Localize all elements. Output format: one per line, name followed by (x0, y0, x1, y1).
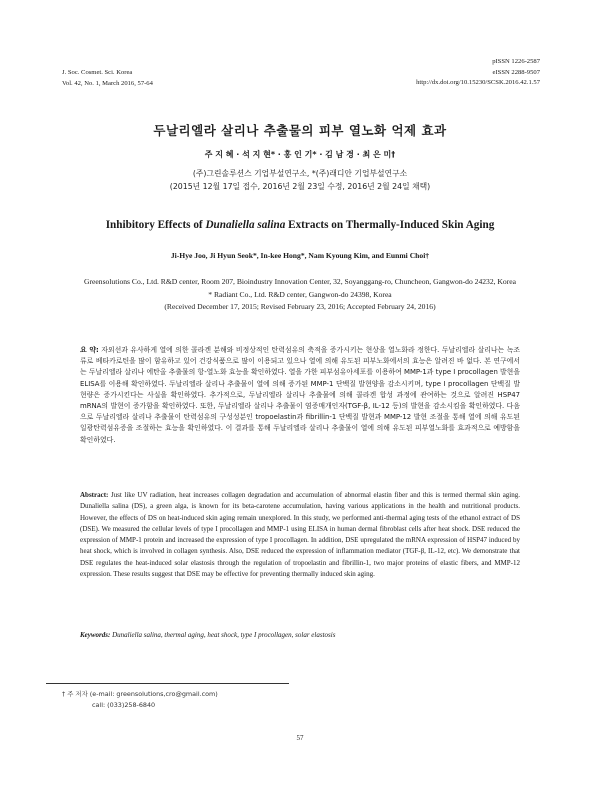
footnote (62, 689, 218, 711)
english-abstract-label: Abstract: (80, 491, 109, 499)
english-title-species: Dunaliella salina (205, 219, 286, 231)
keywords-text: Dunaliella salina, thermal aging, heat shock, type I procollagen, solar elastosis (112, 631, 336, 639)
english-title (0, 219, 600, 231)
english-title-prefix: Inhibitory Effects of (105, 219, 206, 231)
english-abstract (80, 490, 520, 580)
korean-affiliation-block (0, 168, 600, 193)
english-affiliation-2: * Radiant Co., Ltd. R&D center, Gangwon-do 24398, Korea (208, 289, 392, 299)
issn-header (416, 57, 540, 89)
pissn: pISSN 1226-2587 (492, 58, 540, 65)
footnote-call: call: (033)258-6840 (92, 700, 156, 709)
footnote-email: † 주 저자 (e-mail: greensolutions,cro@gmail.com) (62, 690, 218, 698)
korean-authors: 주 지 혜 · 석 지 현* · 홍 인 기* · 김 남 경 · 최 은 미† (204, 150, 396, 159)
korean-affiliation: (주)그린솔루션스 기업부설연구소, *(주)래디안 기업부설연구소 (192, 169, 408, 178)
journal-header (62, 68, 153, 89)
korean-abstract-label: 요 약: (80, 346, 99, 354)
english-title-suffix: Extracts on Thermally-Induced Skin Aging (285, 219, 495, 231)
eissn: eISSN 2288-9507 (492, 68, 540, 76)
korean-dates: (2015년 12월 17일 접수, 2016년 2월 23일 수정, 2016년 2월 24일 채택) (169, 181, 431, 191)
english-dates: (Received December 17, 2015; Revised February 23, 2016; Accepted February 24, 2016) (164, 302, 436, 312)
korean-abstract (80, 345, 520, 446)
korean-title: 두날리엘라 살리나 추출물의 피부 열노화 억제 효과 (153, 123, 447, 138)
english-affiliation-block (66, 276, 534, 314)
korean-abstract-text: 자외선과 유사하게 열에 의한 콜라겐 분해와 비정상적인 탄력섬유의 축적을 증가시키는 현상을 열노화라 정한다. 두날리엘라 살리나는 녹조류로 베타카로틴을 많이 함유하고 있어 건강식품으로 많이 이용되고 있으나 열에 의해 유도된 피부노화에서의 효능은 알려진 바 없다. 본 연구에서는 두날리엘라 살리나 에탄올 추출물의 항-열노화 효능을 확인하였다. 열을 가한 피부섬유아세포를 이용하여 MMP-1과 type I procollagen 발현을 ELISA를 이용해 확인하였다. 두날리엘라 살리나 추출물이 열에 의해 증가된 MMP-1 단백질 발현양을 감소시키며, type I procollagen 단백질 발현량은 증가시킨다는 사실을 확인하였다. 추가적으로, 두날리엘라 살리나 추출물에 의해 콜라겐 합성 과정에 관여하는 것으로 알려진 HSP47 mRNA의 발현이 증가함을 확인하였다. 또한, 두날리엘라 살리나 추출물이 염증매개인자(TGF-β, IL-12 등)의 발현을 감소시킴을 확인하였다. 다음으로 두날리엘라 살리나 추출물이 탄력섬유의 구성성분인 tropoelastin과 fibrillin-1 단백질 발현과 MMP-12 발현 조절을 통해 열에 의해 유도된 일광탄력섬유증을 조절하는 효능을 확인하였다. 이 결과를 통해 두날리엘라 살리나 추출물이 열에 의해 유도된 피부열노화를 효과적으로 예방함을 확인하였다. (80, 346, 521, 444)
doi-link[interactable]: http://dx.doi.org/10.15230/SCSK.2016.42.1.57 (416, 79, 540, 86)
journal-volume: Vol. 42, No. 1, March 2016, 57-64 (62, 79, 153, 87)
english-affiliation-1: Greensolutions Co., Ltd. R&D center, Room 207, Bioindustry Innovation Center, 32, Soyanggang-ro, Chuncheon, Gangwon-do 24232, Korea (84, 277, 516, 286)
english-abstract-text: Just like UV radiation, heat increases collagen degradation and accumulation of abnormal elastin fiber and this is termed thermal skin aging. Dunaliella salina (DS), a green alga, is known for its beta-carotene accumulation, having various applications in the health and nutritional products. However, the effects of DS on heat-induced skin aging remain unexplored. In this study, we performed anti-thermal aging tests of the ethanol extract of DS (DSE). We measured the cellular levels of type I procollagen and MMP-1 using ELISA in human dermal fibroblast cells after heat shock. DSE reduced the expression of MMP-1 protein and increased the expression of type I procollagen. In addition, DSE upregulated the mRNA expression of HSP47 induced by heat shock, which is involved in collagen synthesis. Also, DSE reduced the expression of inflammation mediator (TGF-β, IL-12, etc). We demonstrate that DSE regulates the heat-induced solar elastosis through the regulation of tropoelastin and fibrillin-1, two major proteins of elastic fibers, and MMP-12 expression. These results suggest that DSE may be effective for preventing thermally induced skin aging. (80, 491, 521, 579)
journal-name: J. Soc. Cosmet. Sci. Korea (62, 69, 133, 76)
keywords-label: Keywords: (80, 631, 111, 639)
english-authors: Ji-Hye Joo, Ji Hyun Seok*, In-kee Hong*, Nam Kyoung Kim, and Eunmi Choi† (170, 251, 430, 260)
page-number: 57 (296, 734, 304, 742)
keywords (80, 630, 520, 641)
footnote-divider (46, 683, 289, 684)
